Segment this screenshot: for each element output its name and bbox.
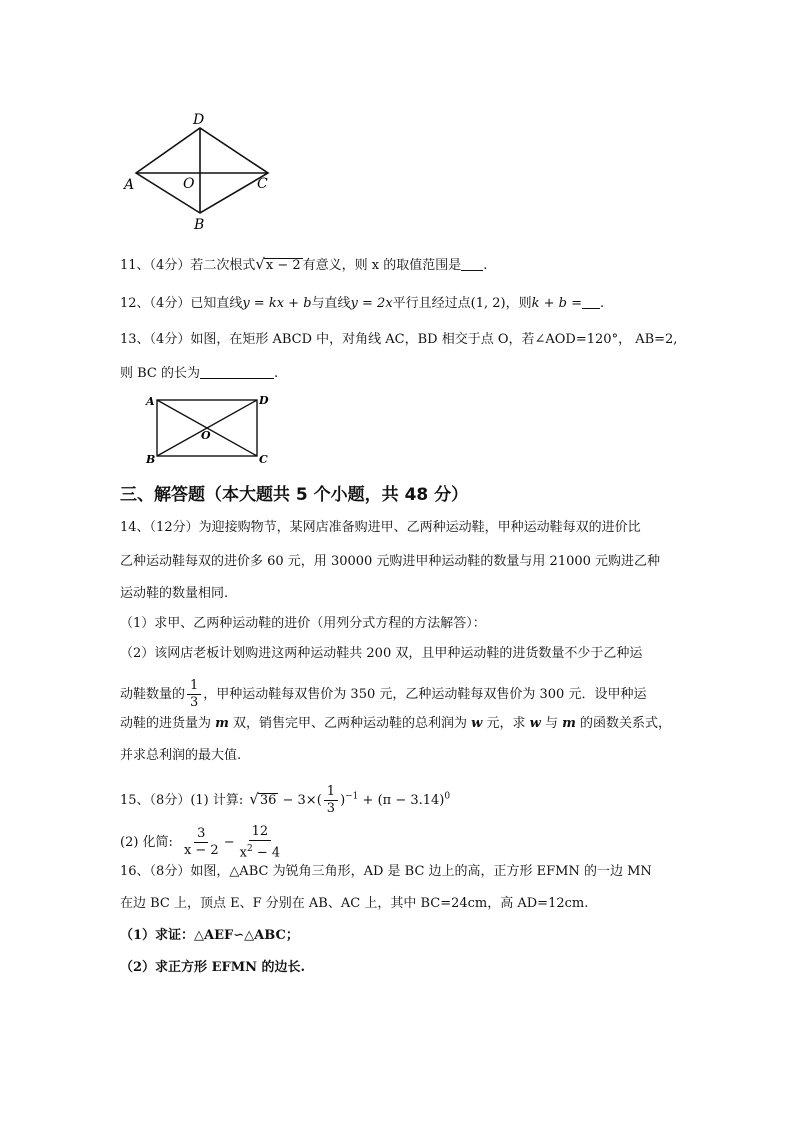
- question-16-sub1: （1）求证：△AEF∽△ABC；: [120, 928, 299, 943]
- q14-sub2-line3-d: 与: [540, 716, 563, 731]
- fraction-one-third-2: [324, 784, 338, 817]
- rectangle-figure: [145, 390, 275, 465]
- q15-f1-num: 3: [194, 826, 208, 843]
- rect-label-c: C: [259, 453, 268, 465]
- q15-minus: −: [223, 835, 235, 851]
- q11-prefix: 11、（4分）若二次根式: [120, 258, 256, 273]
- q15-radicand: 36: [259, 793, 277, 808]
- fraction-denominator: 3: [190, 695, 199, 710]
- q11-radicand: x − 2: [265, 258, 301, 273]
- question-15-part2: [120, 824, 285, 861]
- fraction-3-over-x-2: [181, 826, 222, 859]
- q14-sub2-prefix: 动鞋数量的: [120, 687, 186, 702]
- question-14-sub2-line2: [120, 678, 646, 711]
- answer-blank-q13[interactable]: [200, 364, 274, 379]
- q12-end: .: [600, 296, 605, 311]
- question-16-line1: 16、（8分）如图，△ABC 为锐角三角形，AD 是 BC 边上的高，正方形 EFMN 的一边 MN: [120, 864, 652, 879]
- var-m-2: m: [562, 716, 576, 731]
- q12-eq2: y = 2x: [350, 296, 393, 311]
- q14-sub2-suffix: ，甲种运动鞋每双售价为 350 元，乙种运动鞋每双售价为 300 元．设甲种运: [203, 687, 647, 702]
- rhombus-outline: [136, 128, 268, 213]
- rhombus-figure: [120, 110, 280, 235]
- fraction-numerator: 1: [187, 678, 201, 695]
- q12-mid3: ，则: [505, 296, 532, 311]
- answer-blank-q11[interactable]: [461, 256, 483, 271]
- q15-expr-a: − 3×(: [278, 793, 322, 808]
- question-16-sub2: （2）求正方形 EFMN 的边长.: [120, 960, 306, 975]
- q15-exp1: −1: [345, 791, 359, 802]
- q14-sub2-line3-c: 元，求: [482, 716, 530, 731]
- q13-line2-prefix: 则 BC 的长为: [120, 366, 201, 381]
- sqrt-icon: √: [255, 255, 265, 273]
- q15-frac-den: 3: [326, 801, 336, 816]
- q15-f2-den: [237, 841, 284, 861]
- fraction-12-over-x2-4: [237, 824, 284, 861]
- rhombus-label-a: A: [124, 177, 135, 193]
- q15-f1-den: x − 2: [183, 843, 219, 859]
- rhombus-label-d: D: [193, 112, 205, 128]
- var-m: m: [215, 716, 229, 731]
- var-w: w: [471, 716, 483, 731]
- q15-f2-den-a: x: [239, 845, 247, 861]
- question-14-sub2-line1: （2）该网店老板计划购进这两种运动鞋共 200 双，且甲种运动鞋的进货数量不少于乙种运: [120, 646, 643, 661]
- question-13-line1: 13、（4分）如图，在矩形 ABCD 中，对角线 AC，BD 相交于点 O，若∠AOD=120°， AB=2,: [120, 332, 678, 347]
- q12-point: (1, 2): [470, 296, 506, 311]
- question-14-line3: 运动鞋的数量相同.: [120, 586, 229, 601]
- q15-expr-b: ): [340, 793, 346, 808]
- rect-label-b: B: [146, 453, 156, 465]
- question-14-line1: 14、（12分）为迎接购物节，某网店准备购进甲、乙两种运动鞋，甲种运动鞋每双的进价比: [120, 520, 641, 535]
- question-14-sub2-line4: 并求总利润的最大值.: [120, 748, 242, 763]
- q15-part2-label: (2) 化简:: [120, 835, 173, 851]
- question-14-line2: 乙种运动鞋每双的进价多 60 元，用 30000 元购进甲种运动鞋的数量与用 21000 元购进乙种: [120, 554, 661, 569]
- rect-label-a: A: [146, 395, 155, 408]
- q12-eq1: y = kx + b: [242, 296, 312, 311]
- rhombus-label-o: O: [183, 176, 195, 192]
- q14-sub2-line3-e: 的函数关系式，: [575, 716, 672, 731]
- q13-line2-end: .: [274, 366, 279, 381]
- q15-part1-label: (1) 计算:: [190, 793, 244, 808]
- answer-blank-q12[interactable]: [582, 294, 600, 309]
- q15-frac-num: 1: [324, 784, 338, 801]
- question-11: [120, 254, 487, 276]
- q11-suffix: 有意义，则 x 的取值范围是: [302, 258, 462, 273]
- rect-label-o: O: [201, 429, 211, 442]
- question-14-sub1: （1）求甲、乙两种运动鞋的进价（用列分式方程的方法解答）：: [120, 616, 486, 631]
- question-13-line2: [120, 364, 278, 384]
- q14-sub2-line3-b: 双，销售完甲、乙两种运动鞋的总利润为: [228, 716, 472, 731]
- q15-prefix: 15、（8分）: [120, 793, 191, 808]
- q15-f2-num: 12: [249, 824, 272, 841]
- q14-sub2-line3-a: 动鞋的进货量为: [120, 716, 216, 731]
- section-3-heading: 三、解答题（本大题共 5 个小题，共 48 分）: [120, 485, 469, 505]
- q15-exp2: 0: [444, 791, 451, 802]
- rhombus-label-b: B: [194, 217, 205, 233]
- q15-f2-den-exp: 2: [246, 844, 253, 854]
- fraction-one-third: [187, 678, 201, 711]
- sqrt-icon-2: √: [249, 790, 259, 808]
- question-12: [120, 294, 604, 314]
- q15-f2-den-b: − 4: [252, 845, 281, 861]
- question-16-line2: 在边 BC 上，顶点 E、F 分别在 AB、AC 上，其中 BC=24cm，高 AD=12cm.: [120, 896, 589, 911]
- q12-expr: k + b =: [531, 296, 583, 311]
- q12-mid2: 平行且经过点: [392, 296, 471, 311]
- var-w-2: w: [529, 716, 541, 731]
- q12-mid: 与直线: [311, 296, 351, 311]
- question-15-part1: [120, 784, 450, 817]
- q11-end: .: [483, 258, 488, 273]
- rect-label-d: D: [259, 394, 269, 407]
- question-14-sub2-line3: [120, 714, 671, 734]
- q12-prefix: 12、（4分）已知直线: [120, 296, 243, 311]
- q15-expr-c: + (π − 3.14): [358, 793, 445, 808]
- rhombus-label-c: C: [257, 176, 268, 192]
